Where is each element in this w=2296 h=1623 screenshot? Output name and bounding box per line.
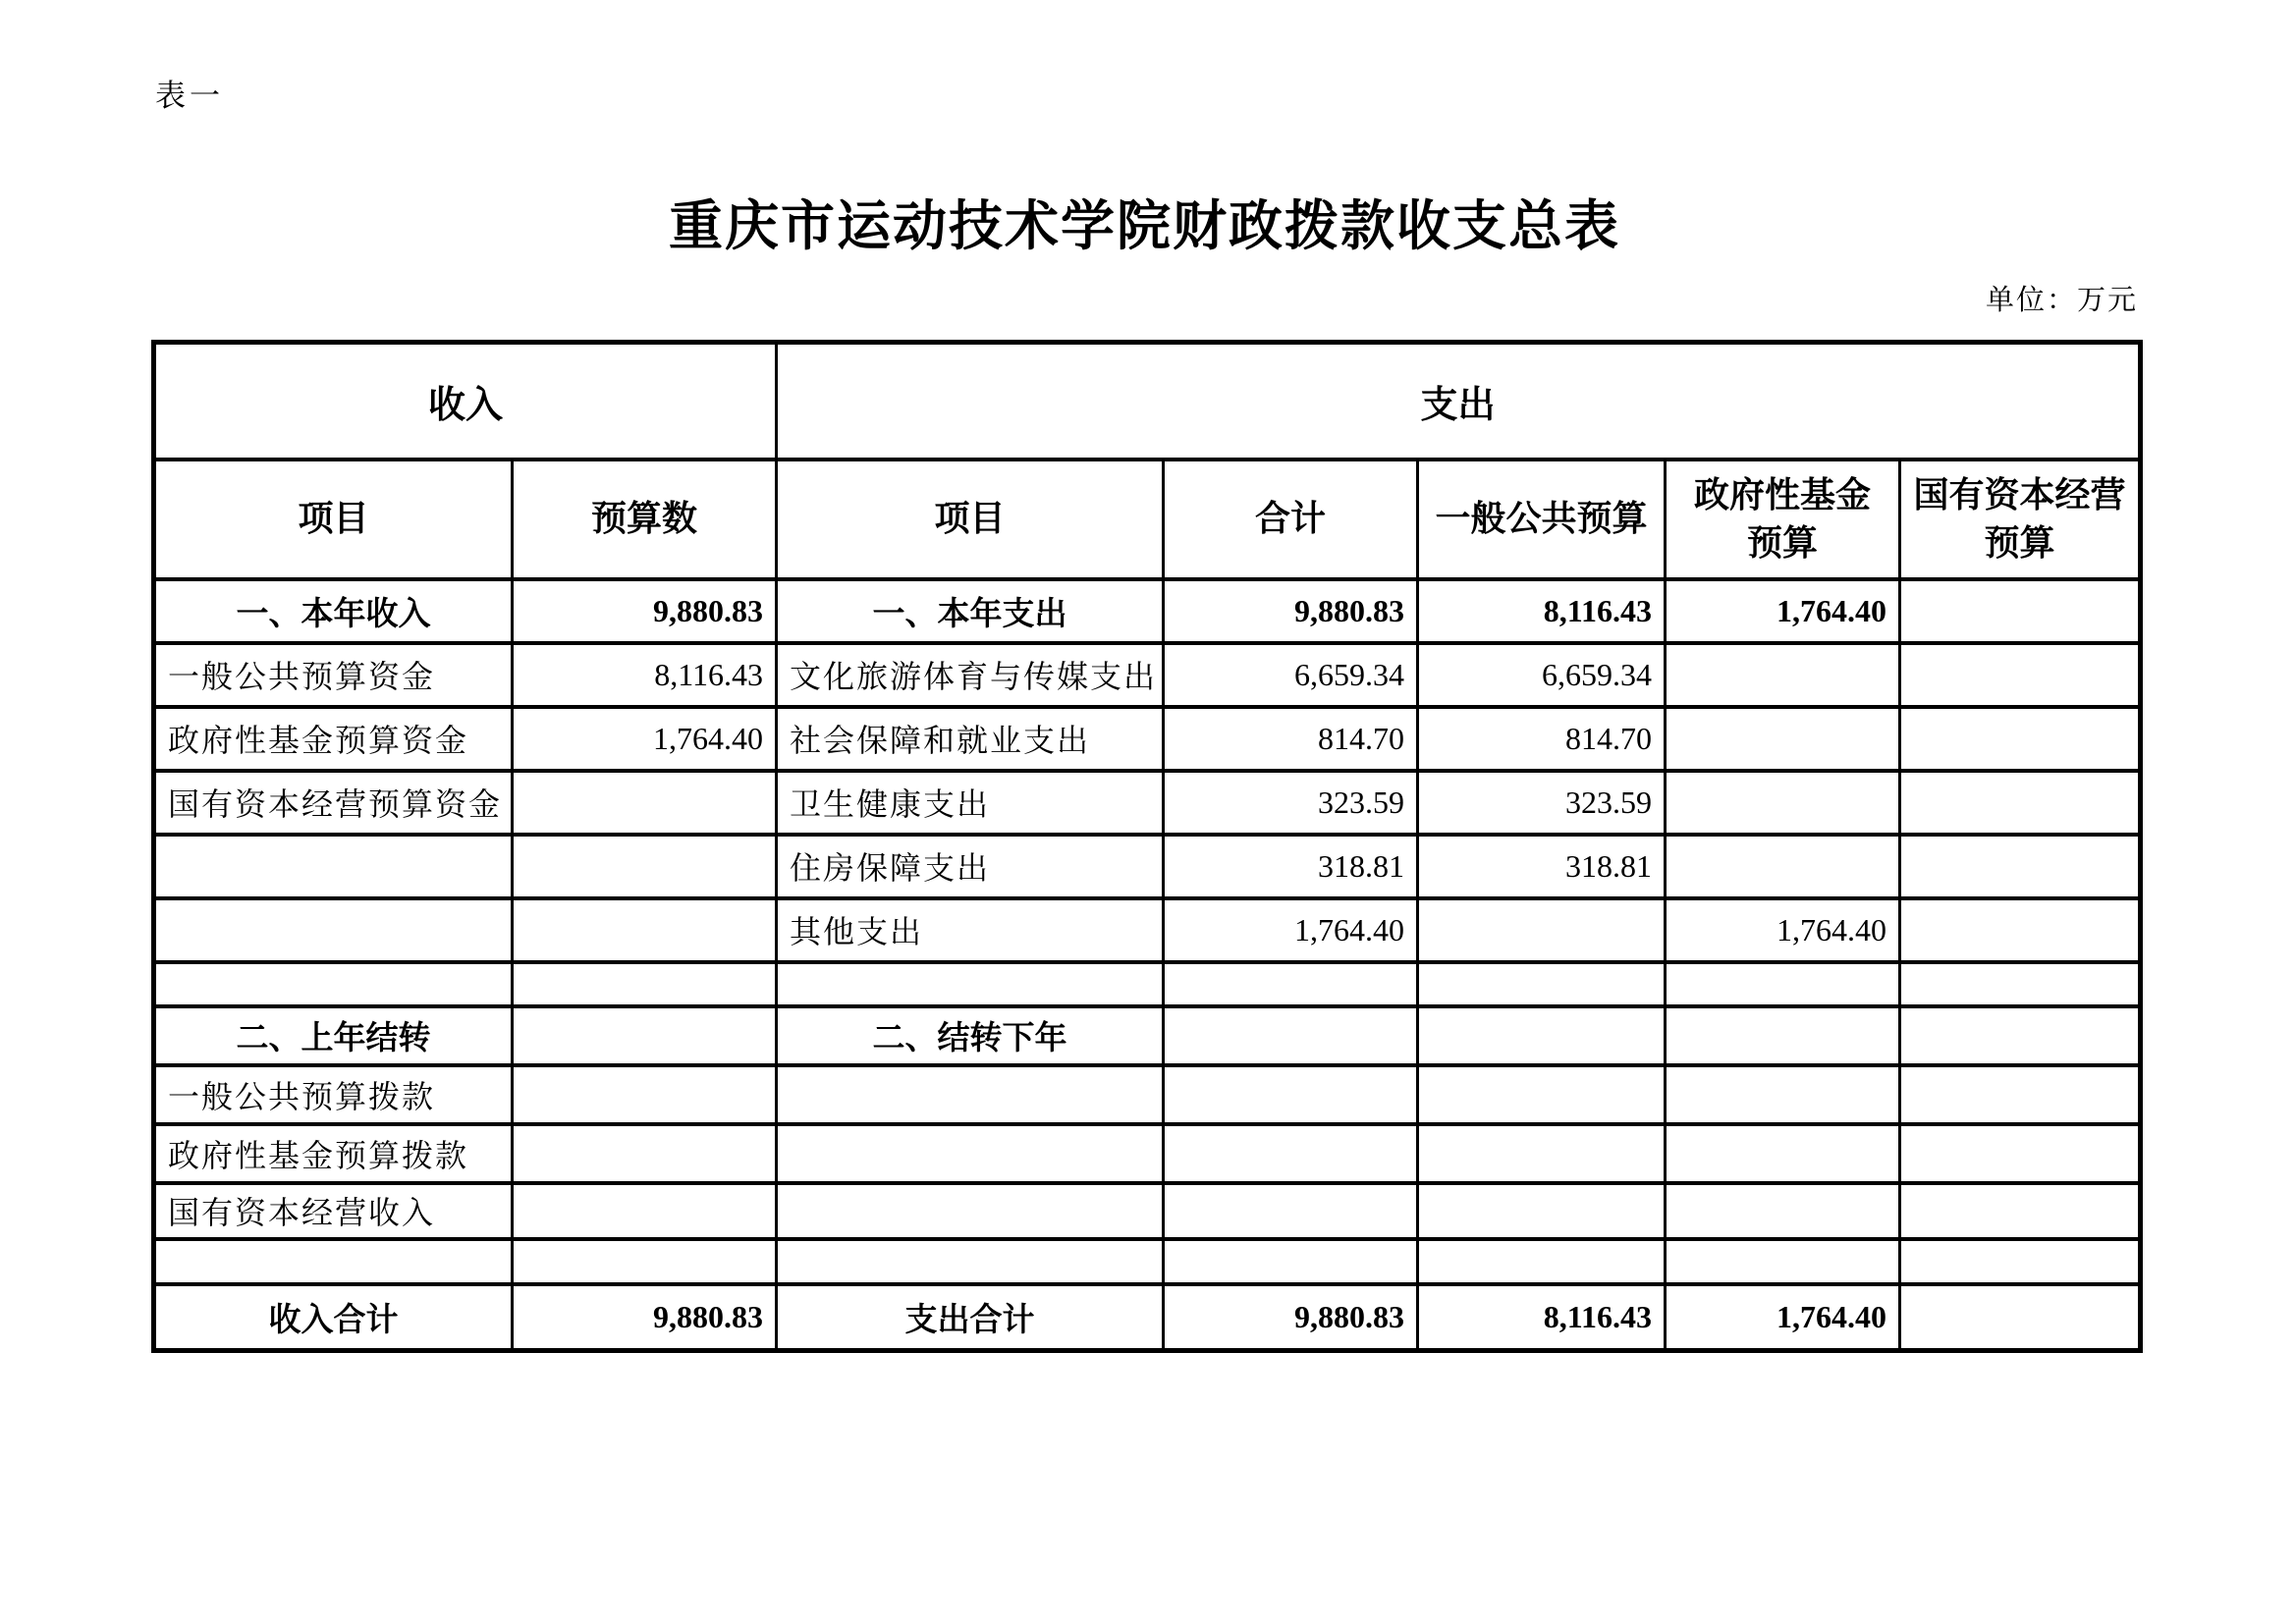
expense-capital-budget-cell xyxy=(1900,579,2141,643)
income-budget-cell: 1,764.40 xyxy=(513,707,777,771)
expense-total-label-cell: 支出合计 xyxy=(777,1284,1164,1351)
expense-item-cell: 住房保障支出 xyxy=(777,835,1164,898)
expense-govfund-budget-cell xyxy=(1666,643,1900,707)
table-row xyxy=(154,707,2141,771)
expense-govfund-budget-cell: 1,764.40 xyxy=(1666,1284,1900,1351)
expense-item-cell xyxy=(777,1065,1164,1124)
income-item-cell: 一般公共预算资金 xyxy=(154,643,513,707)
expense-capital-budget-cell xyxy=(1900,1239,2141,1284)
expense-total-cell: 318.81 xyxy=(1164,835,1418,898)
expense-general-budget-cell xyxy=(1418,1239,1666,1284)
table-row xyxy=(154,1006,2141,1065)
expense-capital-budget-cell xyxy=(1900,643,2141,707)
expense-capital-budget-cell xyxy=(1900,707,2141,771)
income-item-cell: 国有资本经营收入 xyxy=(154,1183,513,1239)
expense-total-cell xyxy=(1164,1006,1418,1065)
col-header-expense-total: 合计 xyxy=(1164,460,1418,579)
expense-item-cell xyxy=(777,1183,1164,1239)
table-row xyxy=(154,1183,2141,1239)
income-budget-cell: 8,116.43 xyxy=(513,643,777,707)
income-item-cell xyxy=(154,1239,513,1284)
expense-govfund-budget-cell xyxy=(1666,1124,1900,1183)
expense-govfund-budget-cell: 1,764.40 xyxy=(1666,898,1900,962)
income-item-cell: 一、本年收入 xyxy=(154,579,513,643)
income-total-value-cell: 9,880.83 xyxy=(513,1284,777,1351)
expense-general-budget-cell: 8,116.43 xyxy=(1418,579,1666,643)
expense-item-cell xyxy=(777,1239,1164,1284)
expense-govfund-budget-cell xyxy=(1666,1239,1900,1284)
income-group-header: 收入 xyxy=(154,343,777,460)
income-budget-cell xyxy=(513,962,777,1006)
expense-item-cell: 文化旅游体育与传媒支出 xyxy=(777,643,1164,707)
col-header-income-budget: 预算数 xyxy=(513,460,777,579)
expense-capital-budget-cell xyxy=(1900,1284,2141,1351)
expense-general-budget-cell: 814.70 xyxy=(1418,707,1666,771)
expense-capital-budget-cell xyxy=(1900,898,2141,962)
expense-general-budget-cell xyxy=(1418,1183,1666,1239)
income-item-cell xyxy=(154,962,513,1006)
income-budget-cell xyxy=(513,835,777,898)
expense-general-budget-cell xyxy=(1418,898,1666,962)
income-item-cell: 政府性基金预算拨款 xyxy=(154,1124,513,1183)
expense-total-cell xyxy=(1164,1065,1418,1124)
expense-item-cell: 一、本年支出 xyxy=(777,579,1164,643)
income-item-cell: 国有资本经营预算资金 xyxy=(154,771,513,835)
expense-general-budget-cell xyxy=(1418,1065,1666,1124)
income-total-label-cell: 收入合计 xyxy=(154,1284,513,1351)
expense-item-cell: 其他支出 xyxy=(777,898,1164,962)
table-row xyxy=(154,1239,2141,1284)
expense-total-cell: 6,659.34 xyxy=(1164,643,1418,707)
table-number-label: 表一 xyxy=(155,79,224,113)
expense-item-cell xyxy=(777,1124,1164,1183)
expense-item-cell xyxy=(777,962,1164,1006)
expense-general-budget-cell xyxy=(1418,1006,1666,1065)
income-item-cell: 二、上年结转 xyxy=(154,1006,513,1065)
table-row xyxy=(154,1124,2141,1183)
expense-capital-budget-cell xyxy=(1900,1065,2141,1124)
expense-govfund-budget-cell xyxy=(1666,962,1900,1006)
expense-govfund-budget-cell xyxy=(1666,771,1900,835)
expense-general-budget-cell: 6,659.34 xyxy=(1418,643,1666,707)
expense-total-cell xyxy=(1164,962,1418,1006)
expense-total-value-cell: 9,880.83 xyxy=(1164,1284,1418,1351)
expense-capital-budget-cell xyxy=(1900,835,2141,898)
expense-govfund-budget-cell: 1,764.40 xyxy=(1666,579,1900,643)
income-budget-cell xyxy=(513,1124,777,1183)
expense-general-budget-cell: 318.81 xyxy=(1418,835,1666,898)
income-item-cell: 政府性基金预算资金 xyxy=(154,707,513,771)
col-header-capital-budget: 国有资本经营预算 xyxy=(1900,460,2141,579)
expense-general-budget-cell: 323.59 xyxy=(1418,771,1666,835)
group-header-row xyxy=(154,343,2141,460)
expense-total-cell xyxy=(1164,1239,1418,1284)
expense-govfund-budget-cell xyxy=(1666,1183,1900,1239)
expense-item-cell: 社会保障和就业支出 xyxy=(777,707,1164,771)
expense-capital-budget-cell xyxy=(1900,1183,2141,1239)
expense-capital-budget-cell xyxy=(1900,771,2141,835)
expense-item-cell: 卫生健康支出 xyxy=(777,771,1164,835)
table-row xyxy=(154,835,2141,898)
budget-summary-table xyxy=(151,340,2143,1353)
income-budget-cell xyxy=(513,898,777,962)
income-budget-cell: 9,880.83 xyxy=(513,579,777,643)
total-row xyxy=(154,1284,2141,1351)
unit-note: 单位：万元 xyxy=(1985,285,2138,316)
expense-total-cell xyxy=(1164,1124,1418,1183)
expense-group-header: 支出 xyxy=(777,343,2141,460)
income-budget-cell xyxy=(513,1065,777,1124)
expense-capital-budget-cell xyxy=(1900,1124,2141,1183)
table-row xyxy=(154,898,2141,962)
page-title: 重庆市运动技术学院财政拨款收支总表 xyxy=(668,196,1620,256)
expense-general-budget-cell xyxy=(1418,1124,1666,1183)
expense-total-cell: 323.59 xyxy=(1164,771,1418,835)
expense-total-cell: 814.70 xyxy=(1164,707,1418,771)
col-header-general-budget: 一般公共预算 xyxy=(1418,460,1666,579)
income-item-cell xyxy=(154,835,513,898)
expense-govfund-budget-cell xyxy=(1666,1006,1900,1065)
income-item-cell xyxy=(154,898,513,962)
table-row xyxy=(154,643,2141,707)
table-row xyxy=(154,771,2141,835)
expense-capital-budget-cell xyxy=(1900,962,2141,1006)
col-header-govfund-budget: 政府性基金预算 xyxy=(1666,460,1900,579)
income-budget-cell xyxy=(513,1183,777,1239)
income-budget-cell xyxy=(513,771,777,835)
column-header-row xyxy=(154,460,2141,579)
expense-general-budget-cell xyxy=(1418,962,1666,1006)
expense-govfund-budget-cell xyxy=(1666,707,1900,771)
income-budget-cell xyxy=(513,1239,777,1284)
expense-general-budget-cell: 8,116.43 xyxy=(1418,1284,1666,1351)
expense-total-cell: 9,880.83 xyxy=(1164,579,1418,643)
table-row xyxy=(154,579,2141,643)
table-row xyxy=(154,1065,2141,1124)
table-row xyxy=(154,962,2141,1006)
expense-govfund-budget-cell xyxy=(1666,1065,1900,1124)
income-budget-cell xyxy=(513,1006,777,1065)
col-header-income-item: 项目 xyxy=(154,460,513,579)
col-header-expense-item: 项目 xyxy=(777,460,1164,579)
expense-govfund-budget-cell xyxy=(1666,835,1900,898)
expense-total-cell xyxy=(1164,1183,1418,1239)
expense-capital-budget-cell xyxy=(1900,1006,2141,1065)
expense-item-cell: 二、结转下年 xyxy=(777,1006,1164,1065)
expense-total-cell: 1,764.40 xyxy=(1164,898,1418,962)
income-item-cell: 一般公共预算拨款 xyxy=(154,1065,513,1124)
